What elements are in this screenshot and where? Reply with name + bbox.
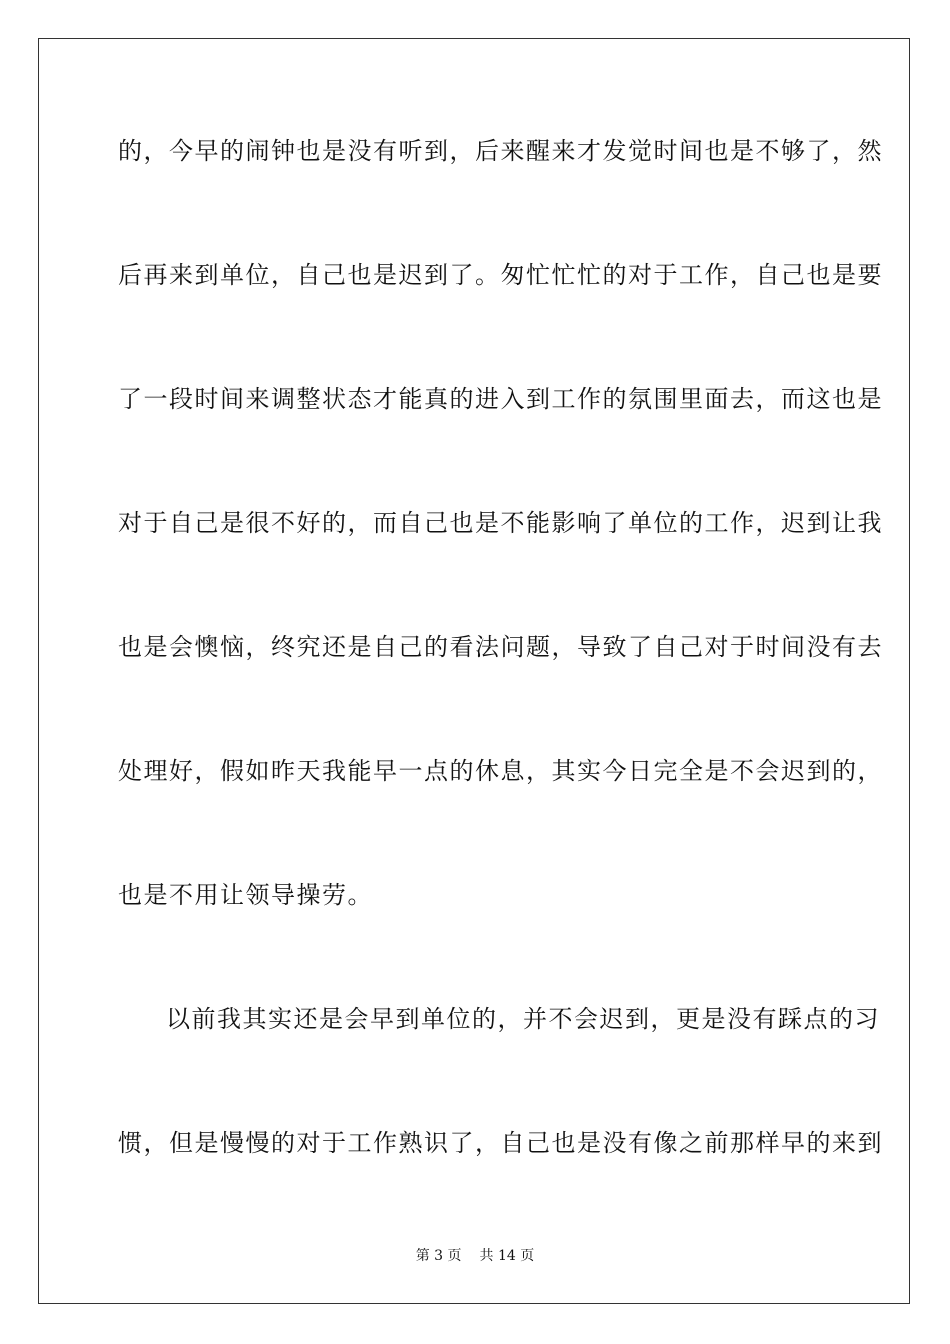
body-text-line: 后再来到单位，自己也是迟到了。匆忙忙忙的对于工作，自己也是要 <box>118 261 883 289</box>
body-text-line: 了一段时间来调整状态才能真的进入到工作的氛围里面去，而这也是 <box>118 385 883 413</box>
page-footer <box>0 1246 950 1266</box>
paragraph-first-line: 以前我其实还是会早到单位的，并不会迟到，更是没有踩点的习 <box>166 1005 880 1033</box>
body-text-line: 也是不用让领导操劳。 <box>118 881 373 909</box>
body-text-line: 处理好，假如昨天我能早一点的休息，其实今日完全是不会迟到的， <box>118 757 883 785</box>
body-text-line: 的，今早的闹钟也是没有听到，后来醒来才发觉时间也是不够了，然 <box>118 137 883 165</box>
page-border <box>38 38 910 1304</box>
page-total: 共 14 页 <box>479 1248 535 1264</box>
body-text-line: 惯，但是慢慢的对于工作熟识了，自己也是没有像之前那样早的来到 <box>118 1129 883 1157</box>
page-number: 第 3 页 <box>415 1248 462 1264</box>
body-text-line: 也是会懊恼，终究还是自己的看法问题，导致了自己对于时间没有去 <box>118 633 883 661</box>
body-text-line: 对于自己是很不好的，而自己也是不能影响了单位的工作，迟到让我 <box>118 509 883 537</box>
